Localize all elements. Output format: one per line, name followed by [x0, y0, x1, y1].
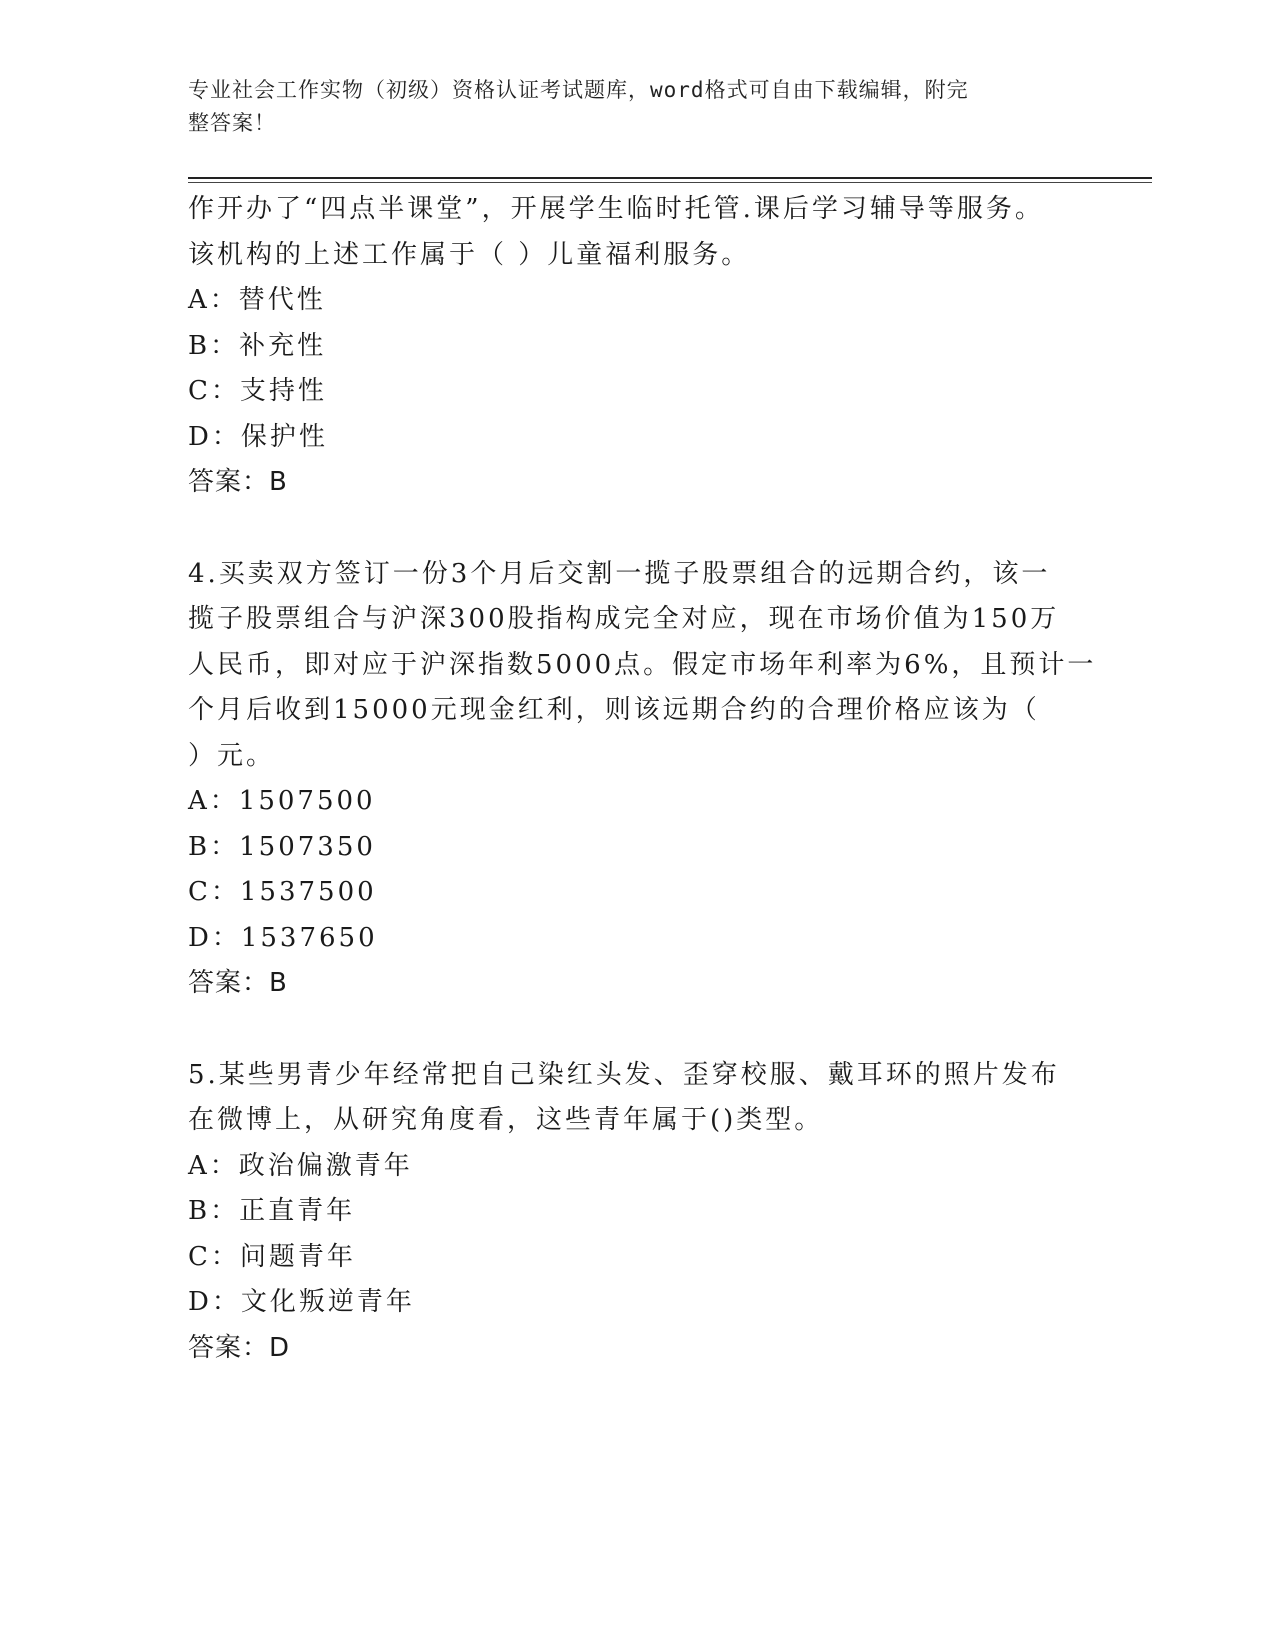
question-text-line: 5.某些男青少年经常把自己染红头发、歪穿校服、戴耳环的照片发布 — [188, 1059, 1060, 1090]
question-text-line: 在微博上，从研究角度看，这些青年属于()类型。 — [188, 1105, 824, 1135]
header-divider-thick — [188, 177, 1152, 179]
question-text-line: 作开办了“四点半课堂”，开展学生临时托管.课后学习辅导等服务。 — [188, 194, 1044, 224]
header-divider-thin — [188, 182, 1152, 183]
question-text-line: ）元。 — [188, 740, 276, 771]
header-line-1: 专业社会工作实物（初级）资格认证考试题库，word格式可自由下载编辑，附完 — [188, 78, 969, 102]
option-b: B：1507350 — [188, 831, 376, 862]
answer-line: 答案：B — [188, 467, 288, 497]
option-a: A：政治偏激青年 — [188, 1150, 413, 1181]
question-block — [188, 187, 1088, 506]
question-text-line: 人民币，即对应于沪深指数5000点。假定市场年利率为6%，且预计一 — [188, 649, 1097, 680]
option-c: C：问题青年 — [188, 1241, 356, 1272]
question-text-line: 揽子股票组合与沪深300股指构成完全对应，现在市场价值为150万 — [188, 604, 1060, 634]
question-block — [188, 1053, 1088, 1372]
option-d: D：1537650 — [188, 922, 378, 953]
option-d: D：保护性 — [188, 421, 328, 452]
option-c: C：支持性 — [188, 376, 327, 406]
option-a: A：1507500 — [188, 786, 376, 816]
option-c: C：1537500 — [188, 877, 377, 907]
question-text-line: 个月后收到15000元现金红利，则该远期合约的合理价格应该为（ — [188, 695, 1040, 725]
answer-line: 答案：D — [188, 1332, 291, 1363]
question-text-line: 该机构的上述工作属于（ ）儿童福利服务。 — [188, 239, 751, 270]
spacer — [188, 1007, 1088, 1053]
question-text-line: 4.买卖双方签订一份3个月后交割一揽子股票组合的远期合约，该一 — [188, 558, 1051, 589]
answer-line: 答案：B — [188, 968, 288, 998]
question-list — [188, 187, 1097, 1371]
document-header-note — [188, 74, 1068, 140]
option-d: D：文化叛逆青年 — [188, 1287, 415, 1317]
spacer — [188, 506, 1088, 552]
option-b: B：正直青年 — [188, 1196, 356, 1226]
option-a: A：替代性 — [188, 285, 326, 315]
header-line-2: 整答案！ — [188, 111, 276, 135]
option-b: B：补充性 — [188, 330, 327, 361]
question-block — [188, 552, 1097, 1007]
